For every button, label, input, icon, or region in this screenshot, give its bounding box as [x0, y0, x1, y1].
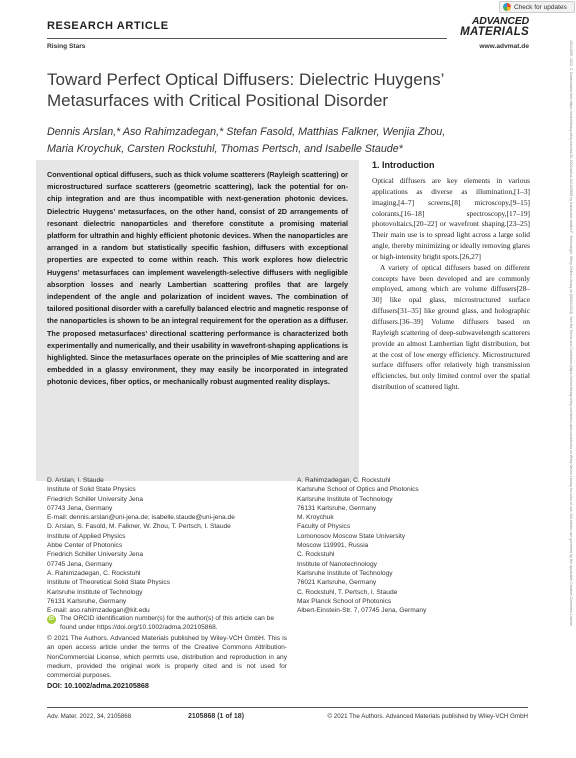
introduction-heading: 1. Introduction — [372, 160, 435, 170]
affiliation-line: Institute of Theoretical Solid State Physics — [47, 579, 171, 587]
affiliation-line: D. Arslan, I. Staude — [47, 477, 104, 484]
introduction-body — [372, 176, 530, 393]
affiliations-right — [297, 476, 527, 615]
affiliation-block — [297, 550, 527, 587]
section-label: RESEARCH ARTICLE — [47, 20, 169, 32]
affiliation-line: Moscow 119991, Russia — [297, 542, 369, 550]
affiliation-block — [47, 569, 287, 615]
affiliation-line: C. Rockstuhl — [297, 551, 335, 559]
affiliation-line: Institute of Nanotechnology — [297, 560, 377, 568]
affiliation-line: 76021 Karlsruhe, Germany — [297, 579, 377, 587]
affiliation-line: Friedrich Schiller University Jena — [47, 495, 144, 503]
crossmark-icon — [503, 3, 511, 11]
affiliation-line: Abbe Center of Photonics — [47, 542, 123, 550]
affiliation-line: Faculty of Physics — [297, 523, 351, 531]
title-line1: Toward Perfect Optical Diffusers: Dielectric Huygens’ — [47, 70, 445, 89]
orcid-icon: iD — [49, 616, 54, 622]
abstract-box — [36, 160, 359, 481]
affiliation-line: C. Rockstuhl, T. Pertsch, I. Staude — [297, 588, 398, 596]
orcid-note — [47, 614, 287, 633]
logo-line2: MATERIALS — [460, 25, 529, 38]
affiliation-line: A. Rahimzadegan, C. Rockstuhl — [47, 569, 141, 577]
copyright-notice: © 2021 The Authors. Advanced Materials published by Wiley-VCH GmbH. This is an open access article under the terms of the Creative Commons Attribution-NonCommercial License, which permits use, distribution and reproduction in any medium, provided the original work is properly cited and is not used for commercial purposes. — [47, 635, 287, 680]
affiliation-line: Karlsruhe School of Optics and Photonics — [297, 486, 419, 494]
affiliation-line: E-mail: aso.rahimzadegan@kit.edu — [47, 607, 150, 615]
affiliation-line: A. Rahimzadegan, C. Rockstuhl — [297, 477, 391, 484]
check-for-updates-button[interactable] — [499, 1, 575, 13]
header-rule — [47, 38, 447, 39]
orcid-text[interactable]: The ORCID identification number(s) for the author(s) of this article can be found under https://doi.org/10.1002/adma.202105868. — [60, 615, 275, 632]
check-for-updates-label: Check for updates — [514, 3, 567, 11]
abstract-text: Conventional optical diffusers, such as thick volume scatterers (Rayleigh scattering) or microstructured surface scatterers (geometric scattering), lack the potential for on-chip integration and are thus incompatible with next-generation photonic devices. Dielectric Huygens’ metasurfaces, on the other hand, consist of 2D arrangements of resonant dielectric nanoparticles and therefore constitute a promising material platform for ultrathin and highly efficient photonic devices. When the nanoparticles are arranged in a random but statistically specific fashion, diffusers with exceptional properties are expected to come within reach. This work explores how dielectric Huygens’ metasurfaces can implement wavelength-selective diffusers with negligible absorption losses and nearly Lambertian scattering profiles that are largely independent of the angle and polarization of incident waves. The combination of tailored positional disorder with a carefully balanced electric and magnetic response of the nanoparticles is shown to be an integral requirement for the operation as a diffuser. The proposed metasurfaces’ directional scattering performance is characterized both experimentally and numerically, and their usability in wavefront-shaping applications is highlighted. Since the metasurfaces operate on the principles of Mie scattering and are embedded in a glassy environment, they may easily be incorporated in integrated photonic devices, fiber optics, or mechanically robust augmented reality displays. — [47, 170, 348, 387]
affiliation-line: 76131 Karlsruhe, Germany — [297, 504, 377, 512]
intro-paragraph-2: A variety of optical diffusers based on different concepts have been developed and are commonly employed, among which are volume diffusers[28–30] like opal glass, microstructured surface diffusers[31–35] like ground glass, and holographic diffusers.[36–39] Volume diffusers based on Rayleigh scattering of deep-subwavelength scatterers provide an almost Lambertian light distribution, but at the cost of low energy efficiency. Microstructured surface diffusers offer relatively high transmission efficiencies, but only limited control over the spatial distribution of scattered light. — [372, 262, 530, 392]
side-download-strip — [565, 40, 573, 740]
affiliation-line: Karlsruhe Institute of Technology — [297, 495, 393, 503]
affiliations-left — [47, 476, 287, 615]
footer-rule — [47, 707, 528, 708]
affiliation-block — [297, 476, 527, 513]
footer-copyright: © 2021 The Authors. Advanced Materials published by Wiley-VCH GmbH — [327, 713, 528, 720]
affiliation-line: E-mail: dennis.arslan@uni-jena.de; isabelle.staude@uni-jena.de — [47, 514, 235, 522]
affiliation-line: M. Kroychuk — [297, 514, 334, 522]
affiliation-line: Institute of Solid State Physics — [47, 486, 136, 494]
subsection-label: Rising Stars — [47, 43, 86, 50]
affiliation-line: Institute of Applied Physics — [47, 532, 126, 540]
affiliation-line: Max Planck School of Photonics — [297, 597, 392, 605]
affiliation-block — [297, 513, 527, 550]
author-list — [47, 124, 527, 158]
affiliation-line: Karlsruhe Institute of Technology — [297, 569, 393, 577]
side-strip-text: 15214095, 2022, 3, Downloaded from https://onlinelibrary.wiley.com/doi/10.1002/adma.202105868 by Karlsruher Institut F. Technologie, Wiley Online Library on [06/02/2023]. See the Terms and Conditions (https://onlinelibrary.wiley.com/terms-and-conditions) on Wiley Online Library for rules of use; OA articles are governed by the applicable Creative Commons License — [569, 40, 573, 627]
affiliation-line: 07743 Jena, Germany — [47, 504, 113, 512]
logo-line1: ADVANCED — [471, 15, 529, 27]
affiliation-block — [47, 522, 287, 568]
intro-paragraph-1: Optical diffusers are key elements in various applications as diverse as illumination,[1–3] imaging,[4–7] screens,[8] microscopy,[9–15] colorants,[16–18] spectroscopy,[17–19] photovoltaics,[20–22] or wavefront shaping.[23–25] Their main use is to spread light across a large solid angle, thereby minimizing or ideally removing glares or high-intensity bright spots.[26,27] — [372, 176, 530, 261]
footer-page-number: 2105868 (1 of 18) — [188, 713, 245, 720]
footer-citation: Adv. Mater. 2022, 34, 2105868 — [47, 713, 132, 720]
affiliation-line: 07745 Jena, Germany — [47, 560, 113, 568]
affiliation-block — [297, 588, 527, 616]
title-line2: Metasurfaces with Critical Positional Disorder — [47, 91, 389, 110]
journal-header — [47, 17, 529, 57]
authors-line2: Maria Kroychuk, Carsten Rockstuhl, Thomas Pertsch, and Isabelle Staude* — [47, 143, 403, 155]
affiliation-block — [47, 476, 287, 522]
affiliation-line: Friedrich Schiller University Jena — [47, 551, 144, 559]
journal-website-link[interactable]: www.advmat.de — [479, 43, 529, 50]
affiliation-line: Albert-Einstein-Str. 7, 07745 Jena, Germany — [297, 607, 427, 615]
affiliation-line: Karlsruhe Institute of Technology — [47, 588, 143, 596]
affiliation-line: Lomonosov Moscow State University — [297, 532, 406, 540]
journal-logo — [460, 17, 529, 38]
affiliation-line: D. Arslan, S. Fasold, M. Falkner, W. Zhou, T. Pertsch, I. Staude — [47, 523, 231, 531]
authors-line1: Dennis Arslan,* Aso Rahimzadegan,* Stefan Fasold, Matthias Falkner, Wenjia Zhou, — [47, 126, 446, 138]
affiliation-line: 76131 Karlsruhe, Germany — [47, 597, 127, 605]
article-title — [47, 69, 517, 111]
page-footer — [47, 713, 528, 723]
doi-link[interactable]: DOI: 10.1002/adma.202105868 — [47, 681, 149, 690]
